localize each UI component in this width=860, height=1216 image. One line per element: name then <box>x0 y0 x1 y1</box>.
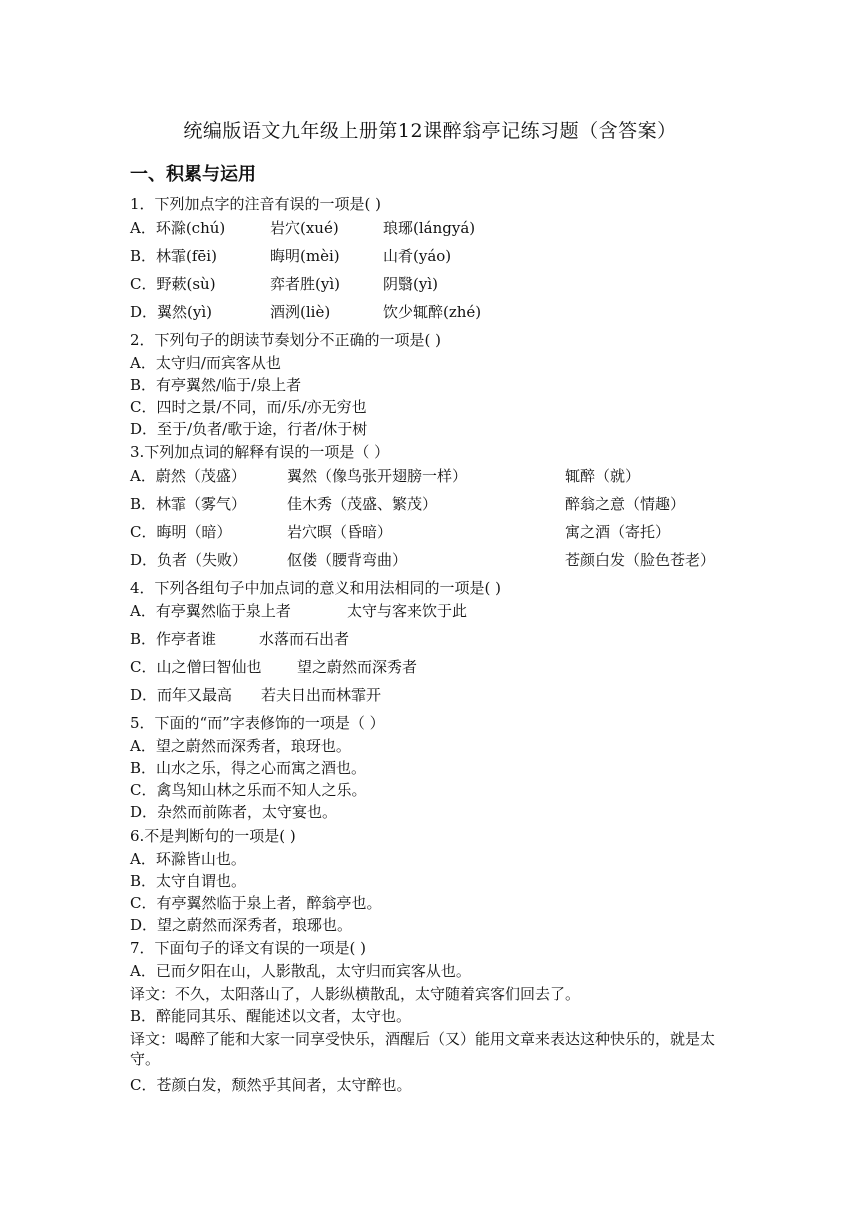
q2-option-c: C．四时之景/不同，而/乐/亦无穷也 <box>130 398 367 416</box>
q1-option-c-1: C．野蔌(sù) <box>130 275 216 293</box>
q1-option-a-3: 琅琊(lángyá) <box>383 219 476 237</box>
q6-option-d: D．望之蔚然而深秀者，琅琊也。 <box>130 916 353 934</box>
q1-option-b-1: B．林霏(fēi) <box>130 247 217 265</box>
q3-option-b-1: B．林霏（雾气） <box>130 495 247 513</box>
q3-option-c-2: 岩穴暝（昏暗） <box>287 523 393 541</box>
q3-option-a-2: 翼然（像鸟张开翅膀一样） <box>287 467 468 485</box>
q4-option-c-1: C．山之僧曰智仙也 <box>130 658 262 676</box>
q3-option-c-3: 寓之酒（寄托） <box>565 523 671 541</box>
q7-option-c: C．苍颜白发，颓然乎其间者，太守醉也。 <box>130 1076 412 1094</box>
q3-option-c-1: C．晦明（暗） <box>130 523 232 541</box>
q3-option-a-1: A．蔚然（茂盛） <box>130 467 246 485</box>
q4-option-c-2: 望之蔚然而深秀者 <box>297 658 418 676</box>
question-6-stem: 6.不是判断句的一项是( ) <box>130 827 296 845</box>
q1-option-c-2: 弈者胜(yì) <box>270 275 340 293</box>
q3-option-a-3: 辄醉（就） <box>565 467 641 485</box>
q4-option-b-2: 水落而石出者 <box>259 630 350 648</box>
q3-option-d-2: 伛偻（腰背弯曲） <box>287 551 408 569</box>
q1-option-c-3: 阴翳(yì) <box>383 275 438 293</box>
q1-option-d-2: 酒洌(liè) <box>270 303 331 321</box>
q4-option-a-1: A．有亭翼然临于泉上者 <box>130 602 291 620</box>
q4-option-b-1: B．作亭者谁 <box>130 630 217 648</box>
q5-option-a: A．望之蔚然而深秀者，琅玡也。 <box>130 737 351 755</box>
question-3-stem: 3.下列加点词的解释有误的一项是（ ） <box>130 443 390 461</box>
question-2-stem: 2．下列句子的朗读节奏划分不正确的一项是( ) <box>130 331 442 349</box>
q7-option-b-translation: 译文：喝醉了能和大家一同享受快乐，酒醒后（又）能用文章来表达这种快乐的，就是太守。 <box>130 1030 716 1068</box>
q4-option-a-2: 太守与客来饮于此 <box>347 602 468 620</box>
question-4-stem: 4．下列各组句子中加点词的意义和用法相同的一项是( ) <box>130 579 502 597</box>
q3-option-d-3: 苍颜白发（脸色苍老） <box>565 551 716 569</box>
document-title: 统编版语文九年级上册第12课醉翁亭记练习题（含答案） <box>183 120 677 142</box>
question-5-stem: 5．下面的“而”字表修饰的一项是（ ） <box>130 714 385 732</box>
q1-option-d-3: 饮少辄醉(zhé) <box>383 303 482 321</box>
q7-option-a: A．已而夕阳在山，人影散乱，太守归而宾客从也。 <box>130 962 471 980</box>
section-heading: 一、积累与运用 <box>130 164 256 185</box>
question-7-stem: 7．下面句子的译文有误的一项是( ) <box>130 939 367 957</box>
q3-option-b-3: 醉翁之意（情趣） <box>565 495 686 513</box>
q6-option-a: A．环滁皆山也。 <box>130 850 246 868</box>
q3-option-d-1: D．负者（失败） <box>130 551 248 569</box>
q3-option-b-2: 佳木秀（茂盛、繁茂） <box>287 495 438 513</box>
q4-option-d-1: D．而年又最高 <box>130 686 233 704</box>
q4-option-d-2: 若夫日出而林霏开 <box>261 686 382 704</box>
q2-option-b: B．有亭翼然/临于/泉上者 <box>130 376 302 394</box>
q7-option-b: B．醉能同其乐、醒能述以文者，太守也。 <box>130 1007 412 1025</box>
q7-option-a-translation: 译文：不久，太阳落山了，人影纵横散乱，太守随着宾客们回去了。 <box>130 985 581 1003</box>
q2-option-a: A．太守归/而宾客从也 <box>130 354 281 372</box>
q6-option-c: C．有亭翼然临于泉上者，醉翁亭也。 <box>130 894 382 912</box>
q2-option-d: D．至于/负者/歌于途，行者/休于树 <box>130 420 368 438</box>
q5-option-b: B．山水之乐，得之心而寓之酒也。 <box>130 759 367 777</box>
question-1-stem: 1．下列加点字的注音有误的一项是( ) <box>130 195 382 213</box>
q6-option-b: B．太守自谓也。 <box>130 872 247 890</box>
q5-option-c: C．禽鸟知山林之乐而不知人之乐。 <box>130 781 367 799</box>
q1-option-b-2: 晦明(mèi) <box>270 247 340 265</box>
q1-option-b-3: 山肴(yáo) <box>383 247 452 265</box>
q1-option-a-2: 岩穴(xué) <box>270 219 339 237</box>
q1-option-d-1: D．翼然(yì) <box>130 303 213 321</box>
q5-option-d: D．杂然而前陈者，太守宴也。 <box>130 803 338 821</box>
q1-option-a-1: A．环滁(chú) <box>130 219 226 237</box>
